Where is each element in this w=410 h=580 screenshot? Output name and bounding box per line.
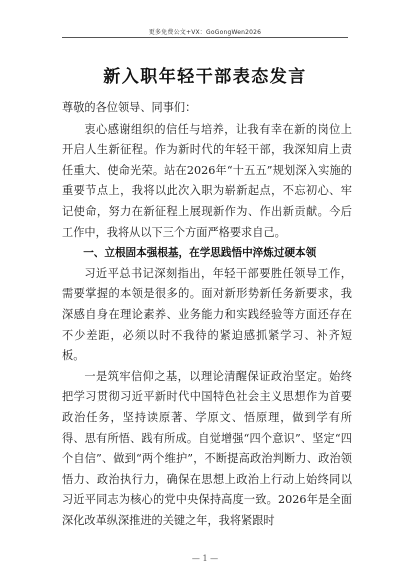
document-title: 新入职年轻干部表态发言 — [103, 67, 307, 87]
section-paragraph: 习近平总书记深刻指出，年轻干部要胜任领导工作，需要掌握的本领是很多的。面对新形势新任务新要求，我深感自身在理论素养、业务能力和实践经验等方面还存在不少差距，必须以时不我待的紧迫感抓紧学习、补齐短板。 — [62, 266, 352, 363]
page-number: — 1 — — [191, 554, 219, 563]
salutation: 尊敬的各位领导、同事们： — [62, 101, 197, 114]
section-paragraph: 一是筑牢信仰之基，以理论清醒保证政治坚定。始终把学习贯彻习近平新时代中国特色社会主义思想作为首要政治任务，坚持读原著、学原文、悟原理，做到学有所得、思有所悟、践有所成。自觉增强“四个意识”、坚定“四个自信”、做到“两个维护”，不断提高政治判断力、政治领悟力、政治执行力，确保在思想上政治上行动上始终同以习近平同志为核心的党中央保持高度一致。2026年是全面深化改革纵深推进的关键之年，我将紧跟时 — [62, 369, 352, 527]
header-note: 更多免费公文+VX：GoGongWen2026 — [148, 29, 262, 36]
header-divider — [62, 37, 348, 38]
section-heading: 一、立根固本强根基，在学思践悟中淬炼过硬本领 — [83, 247, 317, 260]
document-body — [62, 98, 352, 531]
intro-paragraph: 衷心感谢组织的信任与培养，让我有幸在新的岗位上开启人生新征程。作为新时代的年轻干部，我深知肩上责任重大、使命光荣。站在2026年“十五五”规划深入实施的重要节点上，我将以此次入职为崭新起点，不忘初心、牢记使命，努力在新征程上展现新作为、作出新贡献。今后工作中，我将从以下三个方面严格要求自己。 — [62, 122, 352, 239]
